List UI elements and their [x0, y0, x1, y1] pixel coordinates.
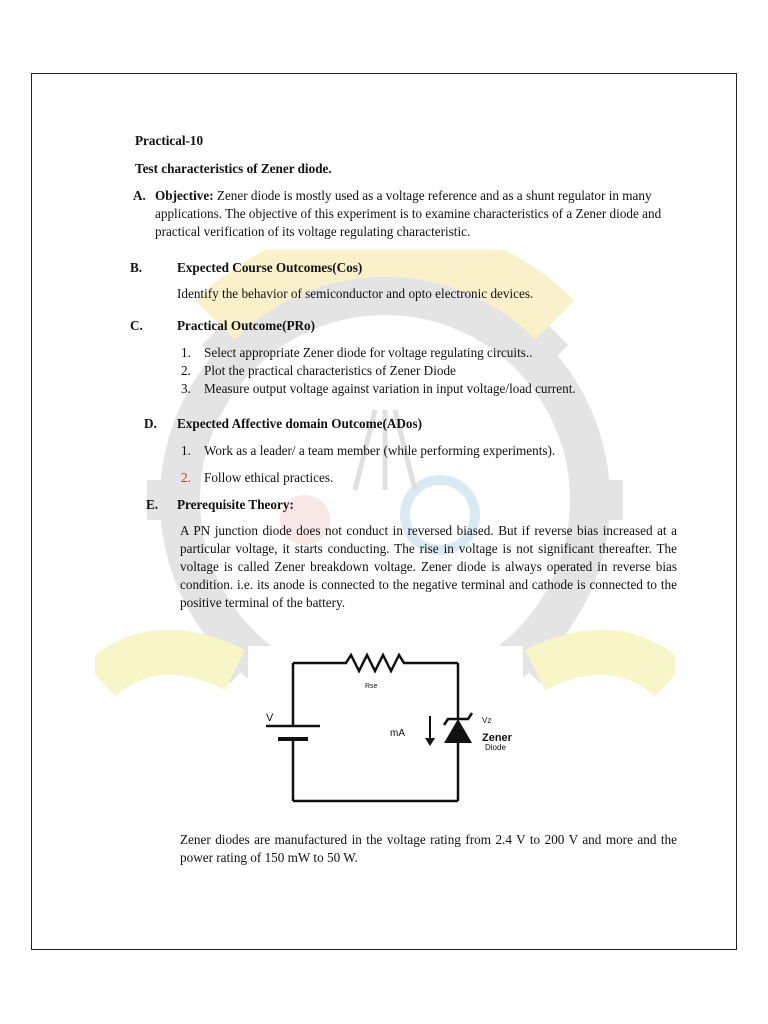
resistor-label: Rse	[365, 683, 378, 690]
closing-paragraph: Zener diodes are manufactured in the voltage rating from 2.4 V to 200 V and more and the power rating of 150 mW to 50 W.	[180, 832, 677, 865]
section-e-heading: Prerequisite Theory:	[177, 497, 294, 512]
experiment-title: Test characteristics of Zener diode.	[135, 161, 332, 176]
zener-circuit-diagram	[248, 646, 523, 814]
diode-label: Diode	[485, 743, 506, 752]
section-a-paragraph	[155, 187, 663, 241]
section-c-marker: C.	[130, 318, 143, 333]
zener-diode-icon	[444, 719, 472, 743]
section-e-marker: E.	[146, 497, 159, 512]
section-a-text: Zener diode is mostly used as a voltage reference and as a shunt regulator in many applications. The objective of this experiment is to examine characteristics of a Zener diode and practical verification of its voltage regulating characteristic.	[155, 188, 662, 239]
affective-outcome-list	[181, 442, 555, 460]
section-b-marker: B.	[130, 260, 143, 275]
section-e-text: A PN junction diode does not conduct in reversed biased. But if reverse bias increased at a particular voltage, it starts conducting. The rise in voltage is not significant thereafter. The voltage is called Zener breakdown voltage. Zener diode is always operated in reverse bias condition. i.e. its anode is connected to the negative terminal and cathode is connected to the positive terminal of the battery.	[180, 523, 677, 610]
zener-label: Zener	[482, 732, 512, 744]
section-b-text: Identify the behavior of semiconductor and opto electronic devices.	[177, 286, 534, 301]
list-item: 2. Follow ethical practices.	[181, 470, 334, 485]
section-a-heading: Objective:	[155, 188, 214, 203]
section-c-heading: Practical Outcome(PRo)	[177, 318, 316, 333]
list-item: 2. Plot the practical characteristics of Zener Diode	[181, 363, 456, 378]
vz-label: Vz	[482, 716, 492, 725]
section-d-heading: Expected Affective domain Outcome(ADos)	[177, 416, 423, 431]
affective-outcome-list-2	[181, 469, 333, 487]
section-b-heading: Expected Course Outcomes(Cos)	[177, 260, 363, 275]
circuit-svg	[248, 646, 523, 814]
arrow-down-icon	[425, 738, 435, 746]
resistor-wire	[293, 655, 458, 671]
section-a-marker: A.	[133, 188, 146, 203]
practical-outcome-list	[181, 344, 576, 398]
list-item: 1. Select appropriate Zener diode for voltage regulating circuits..	[181, 345, 533, 360]
list-item: 3. Measure output voltage against variation in input voltage/load current.	[181, 381, 576, 396]
voltage-label: V	[266, 712, 274, 724]
section-d-marker: D.	[144, 416, 157, 431]
list-item: 1. Work as a leader/ a team member (while performing experiments).	[181, 443, 556, 458]
current-label: mA	[390, 728, 405, 739]
practical-title: Practical-10	[135, 133, 204, 148]
